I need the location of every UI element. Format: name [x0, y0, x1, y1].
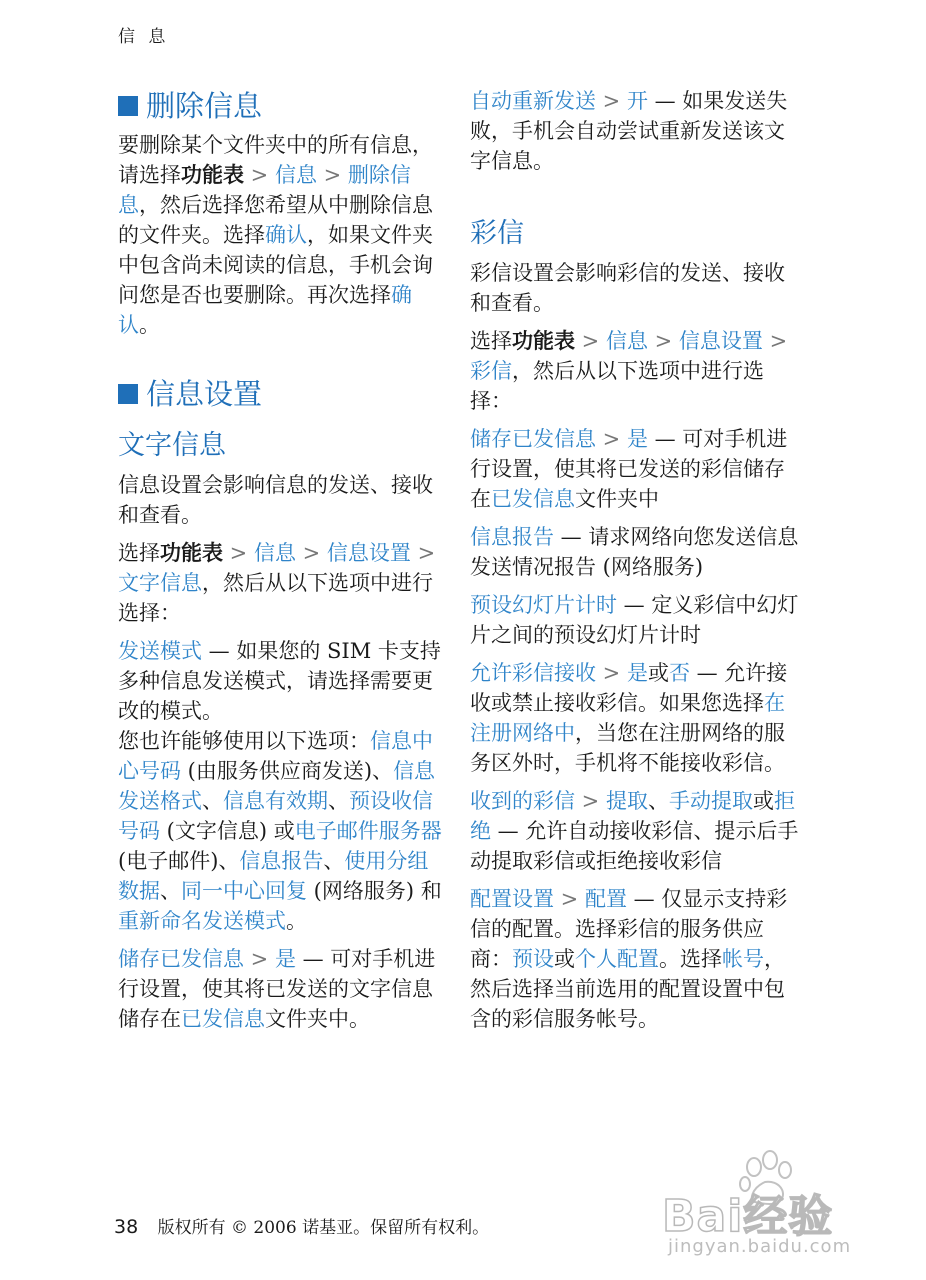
- send-mode-item: 发送模式 — 如果您的 SIM 卡支持多种信息发送模式，请选择需要更改的模式。: [118, 639, 441, 723]
- watermark-url: jingyan.baidu.com: [668, 1236, 852, 1257]
- watermark-brand: Bai经验: [662, 1191, 834, 1242]
- page-number: 38: [114, 1216, 139, 1238]
- delete-paragraph: 要删除某个文件夹中的所有信息，请选择功能表 > 信息 > 删除信息，然后选择您希望从中删除信息的文件夹。选择确认，如果文件夹中包含尚未阅读的信息，手机会询问您是否也要删除。再次选择确认。: [118, 133, 433, 337]
- save-sent-mms-item: 储存已发信息 > 是 — 可对手机进行设置，使其将已发送的彩信储存在已发信息文件夹中: [470, 427, 788, 511]
- slide-timing-item: 预设幻灯片计时 — 定义彩信中幻灯片之间的预设幻灯片计时: [470, 593, 799, 647]
- copyright-notice: 版权所有 © 2006 诺基亚。保留所有权利。: [157, 1218, 490, 1238]
- page-footer: [114, 1213, 489, 1238]
- square-bullet-icon: [118, 96, 138, 116]
- mms-select-path: 选择功能表 > 信息 > 信息设置 > 彩信，然后从以下选项中进行选择：: [470, 329, 788, 413]
- config-settings-item: 配置设置 > 配置 — 仅显示支持彩信的配置。选择彩信的服务供应商：预设或个人配置。选择帐号，然后选择当前选用的配置设置中包含的彩信服务帐号。: [470, 887, 788, 1031]
- send-mode-options: 您也许能够使用以下选项：信息中心号码 (由服务供应商发送)、信息发送格式、信息有效期、预设收信号码 (文字信息) 或电子邮件服务器 (电子邮件)、信息报告、使用分组数据、同一中心回复 (网络服务) 和重新命名发送模式。: [118, 729, 442, 933]
- allow-mms-item: 允许彩信接收 > 是或否 — 允许接收或禁止接收彩信。如果您选择在注册网络中，当您在注册网络的服务区外时，手机将不能接收彩信。: [470, 661, 788, 775]
- heading-message-settings: 信息设置: [118, 374, 443, 414]
- right-column: [470, 86, 800, 1042]
- square-bullet-icon: [118, 384, 138, 404]
- heading-mms: 彩信: [470, 218, 524, 249]
- delivery-report-item: 信息报告 — 请求网络向您发送信息发送情况报告 (网络服务): [470, 525, 799, 579]
- baidu-jingyan-watermark: [662, 1150, 892, 1260]
- running-header: 信 息: [118, 27, 170, 47]
- save-sent-text-item: 储存已发信息 > 是 — 可对手机进行设置，使其将已发送的文字信息储存在已发信息文件夹中。: [118, 947, 436, 1031]
- mms-intro: 彩信设置会影响彩信的发送、接收和查看。: [470, 261, 785, 315]
- left-column: [118, 86, 443, 1042]
- incoming-mms-item: 收到的彩信 > 提取、手动提取或拒绝 — 允许自动接收彩信、提示后手动提取彩信或拒绝接收彩信: [470, 789, 799, 873]
- text-select-path: 选择功能表 > 信息 > 信息设置 > 文字信息，然后从以下选项中进行选择：: [118, 541, 436, 625]
- heading-text-messages: 文字信息: [118, 430, 226, 461]
- heading-delete-messages: 删除信息: [118, 86, 443, 126]
- auto-resend-item: 自动重新发送 > 开 — 如果发送失败，手机会自动尝试重新发送该文字信息。: [470, 89, 788, 173]
- text-intro: 信息设置会影响信息的发送、接收和查看。: [118, 473, 433, 527]
